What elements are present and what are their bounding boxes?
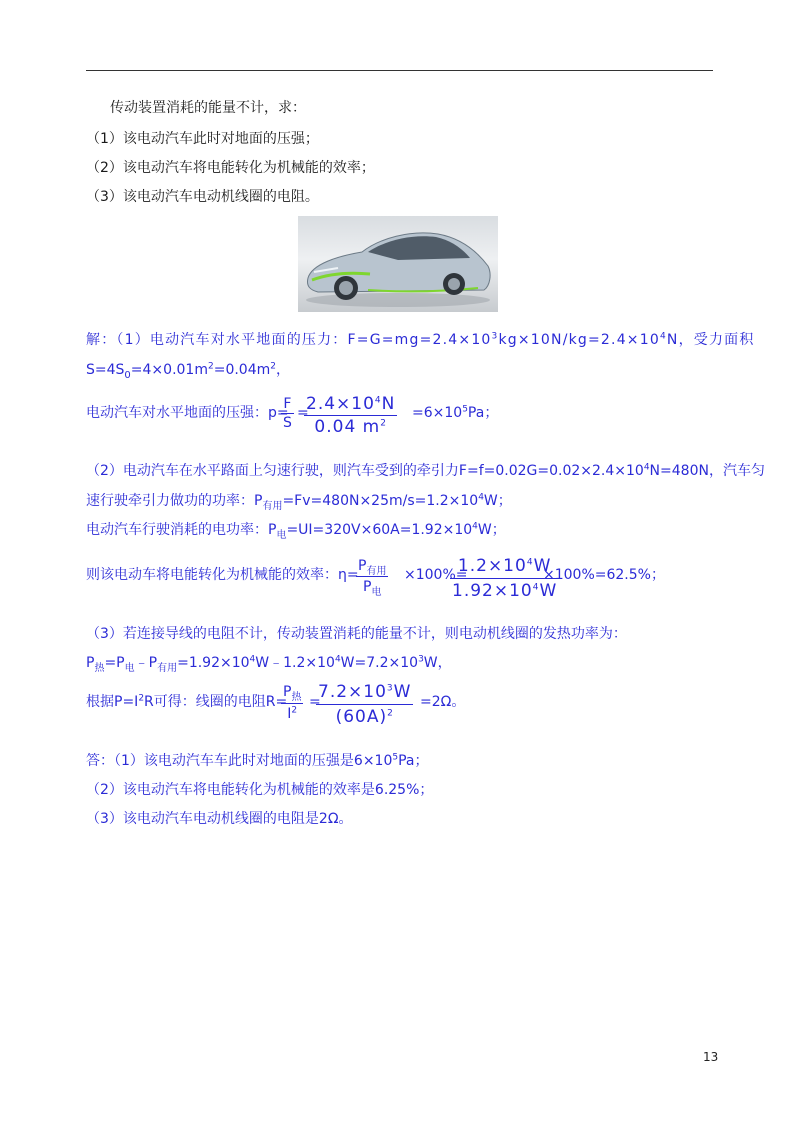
pressure-num — [304, 393, 397, 416]
s1-exp1: 3 — [491, 331, 499, 342]
r-big-num-exp: 3 — [386, 683, 394, 694]
eta-big-den-unit: W — [539, 581, 558, 601]
resistance-fraction-symbolic — [281, 682, 303, 725]
r-num-sub: 热 — [291, 691, 302, 703]
r-big-num — [316, 680, 413, 705]
s7-exp2: 4 — [334, 654, 341, 665]
s7-sub1: 热 — [94, 662, 105, 674]
s4-3: W； — [477, 522, 506, 538]
efficiency-fraction-symbolic — [356, 556, 388, 597]
eta-big-den-val: 1.92×10 — [452, 581, 533, 601]
solution-line-6: （3）若连接导线的电阻不计，传动装置消耗的能量不计，则电动机线圈的发热功率为： — [86, 626, 627, 642]
pressure-result — [412, 404, 498, 422]
pressure-den — [304, 416, 397, 438]
s4: 电动汽车行驶消耗的电功率：P — [86, 522, 277, 538]
p-num-unit: N — [381, 394, 396, 414]
p-num-exp: 4 — [374, 395, 382, 406]
solution-line-7 — [86, 654, 452, 672]
resistance-result: =2Ω。 — [420, 694, 466, 710]
efficiency-label: 则该电动车将电能转化为机械能的效率：η= — [86, 567, 359, 583]
p-den-exp: 2 — [380, 418, 387, 429]
s3-b3: W； — [483, 493, 512, 509]
s7-e: W﹣1.2×10 — [255, 655, 335, 671]
s1-b-sub: 0 — [124, 369, 131, 381]
efficiency-result: ×100%=62.5%； — [543, 567, 665, 583]
r-big-den — [316, 705, 413, 729]
s1-exp2: 4 — [659, 331, 667, 342]
eta-den-sub: 电 — [371, 586, 382, 598]
solution-line-1 — [86, 331, 755, 349]
a1-text: 答：（1）该电动汽车车此时对地面的压强是6×10 — [86, 753, 393, 769]
page-number: 13 — [703, 1050, 719, 1064]
a1-text2: Pa； — [398, 753, 429, 769]
s3-exp: 4 — [643, 462, 650, 473]
r-den-i: I — [287, 706, 292, 722]
s1-a2: kg×10N/kg=2.4×10 — [498, 332, 660, 348]
eta-big-den-exp: 4 — [532, 582, 540, 593]
r-num-p: P — [283, 684, 292, 700]
eta-den-p: P — [363, 579, 372, 595]
s1-b-exp: 2 — [207, 361, 214, 372]
s1-b3: =0.04m — [213, 362, 271, 378]
answer-3: （3）该电动汽车电动机线圈的电阻是2Ω。 — [86, 811, 353, 827]
s3-b-exp: 4 — [478, 492, 484, 503]
p-num-val: 2.4×10 — [306, 394, 375, 414]
eta-big-num-val: 1.2×10 — [457, 556, 527, 576]
s4-exp: 4 — [472, 521, 478, 532]
s3-a2: N=480N，汽车匀 — [649, 463, 765, 479]
question-2: （2）该电动汽车将电能转化为机械能的效率； — [86, 160, 375, 176]
eta-num-sub: 有用 — [366, 565, 387, 577]
eta-num-p: P — [358, 558, 367, 574]
r-den-exp: 2 — [291, 705, 298, 716]
s3-a: （2）电动汽车在水平路面上匀速行驶，则汽车受到的牵引力F=f=0.02G=0.02×2.4×10 — [86, 463, 644, 479]
s7-exp3: 3 — [418, 654, 424, 665]
s1-b: S=4S — [86, 362, 125, 378]
s7-a: P — [86, 655, 95, 671]
resistance-fraction-values — [316, 680, 413, 729]
electric-car-image — [298, 216, 498, 312]
s8-label2: R可得：线圈的电阻R= — [144, 694, 288, 710]
p-den-val: 0.04 m — [314, 417, 381, 437]
r-den — [281, 704, 303, 725]
p-result: =6×10 — [412, 405, 463, 421]
resistance-label — [86, 693, 287, 711]
pressure-equals: = — [297, 405, 309, 421]
r-big-den-exp: 2 — [387, 708, 394, 719]
s3-b2: =Fv=480N×25m/s=1.2×10 — [282, 493, 479, 509]
fraction-numerator: F — [281, 395, 294, 414]
answer-2: （2）该电动汽车将电能转化为机械能的效率是6.25%； — [86, 782, 434, 798]
s3-b-sub: 有用 — [262, 500, 283, 512]
s7-exp1: 4 — [249, 654, 256, 665]
s7-g: W， — [423, 655, 452, 671]
pressure-label: 电动汽车对水平地面的压强：p= — [86, 405, 289, 421]
s7-sub3: 有用 — [157, 662, 178, 674]
pressure-fraction-fs — [281, 395, 294, 432]
eta-big-num-exp: 4 — [526, 557, 534, 568]
s8-label: 根据P=I — [86, 694, 139, 710]
pressure-fraction-values — [304, 393, 397, 438]
solution-line-4 — [86, 492, 512, 510]
eta-big-num-unit: W — [533, 556, 552, 576]
question-3: （3）该电动汽车电动机线圈的电阻。 — [86, 189, 319, 205]
s1-b-exp2: 2 — [270, 361, 276, 372]
efficiency-mid: ×100%= — [404, 567, 468, 583]
s4-sub: 电 — [276, 529, 287, 541]
p-result-unit: Pa； — [467, 405, 499, 421]
r-big-num-unit: W — [393, 682, 412, 702]
a1-exp: 5 — [392, 752, 399, 763]
s1-a3: N，受力面积 — [666, 332, 755, 348]
eta-den — [356, 577, 388, 597]
s7-b: =P — [104, 655, 125, 671]
intro-text: 传动装置消耗的能量不计，求： — [110, 100, 306, 116]
resistance-equals: = — [309, 694, 321, 710]
fraction-denominator: S — [283, 415, 292, 431]
header-rule — [86, 70, 713, 71]
s7-sub2: 电 — [124, 662, 135, 674]
solution-line-2 — [86, 361, 290, 379]
answer-1 — [86, 752, 429, 770]
p-result-exp: 5 — [462, 404, 468, 415]
s1-a: 解：（1）电动汽车对水平地面的压力：F=G=mg=2.4×10 — [86, 332, 492, 348]
s7-f: W=7.2×10 — [340, 655, 419, 671]
s4-2: =UI=320V×60A=1.92×10 — [286, 522, 473, 538]
s7-d: =1.92×10 — [177, 655, 250, 671]
r-big-num-val: 7.2×10 — [318, 682, 387, 702]
s1-b2: =4×0.01m — [130, 362, 208, 378]
s3-b: 速行驶牵引力做功的功率：P — [86, 493, 263, 509]
solution-line-5 — [86, 521, 506, 539]
s1-b4: ， — [276, 362, 290, 378]
solution-line-3 — [86, 462, 765, 480]
r-num — [281, 682, 303, 704]
s7-c: ﹣P — [134, 655, 158, 671]
r-big-den-val: (60A) — [335, 707, 388, 727]
s8-exp: 2 — [138, 693, 145, 704]
eta-num — [356, 556, 388, 577]
question-1: （1）该电动汽车此时对地面的压强； — [86, 131, 319, 147]
